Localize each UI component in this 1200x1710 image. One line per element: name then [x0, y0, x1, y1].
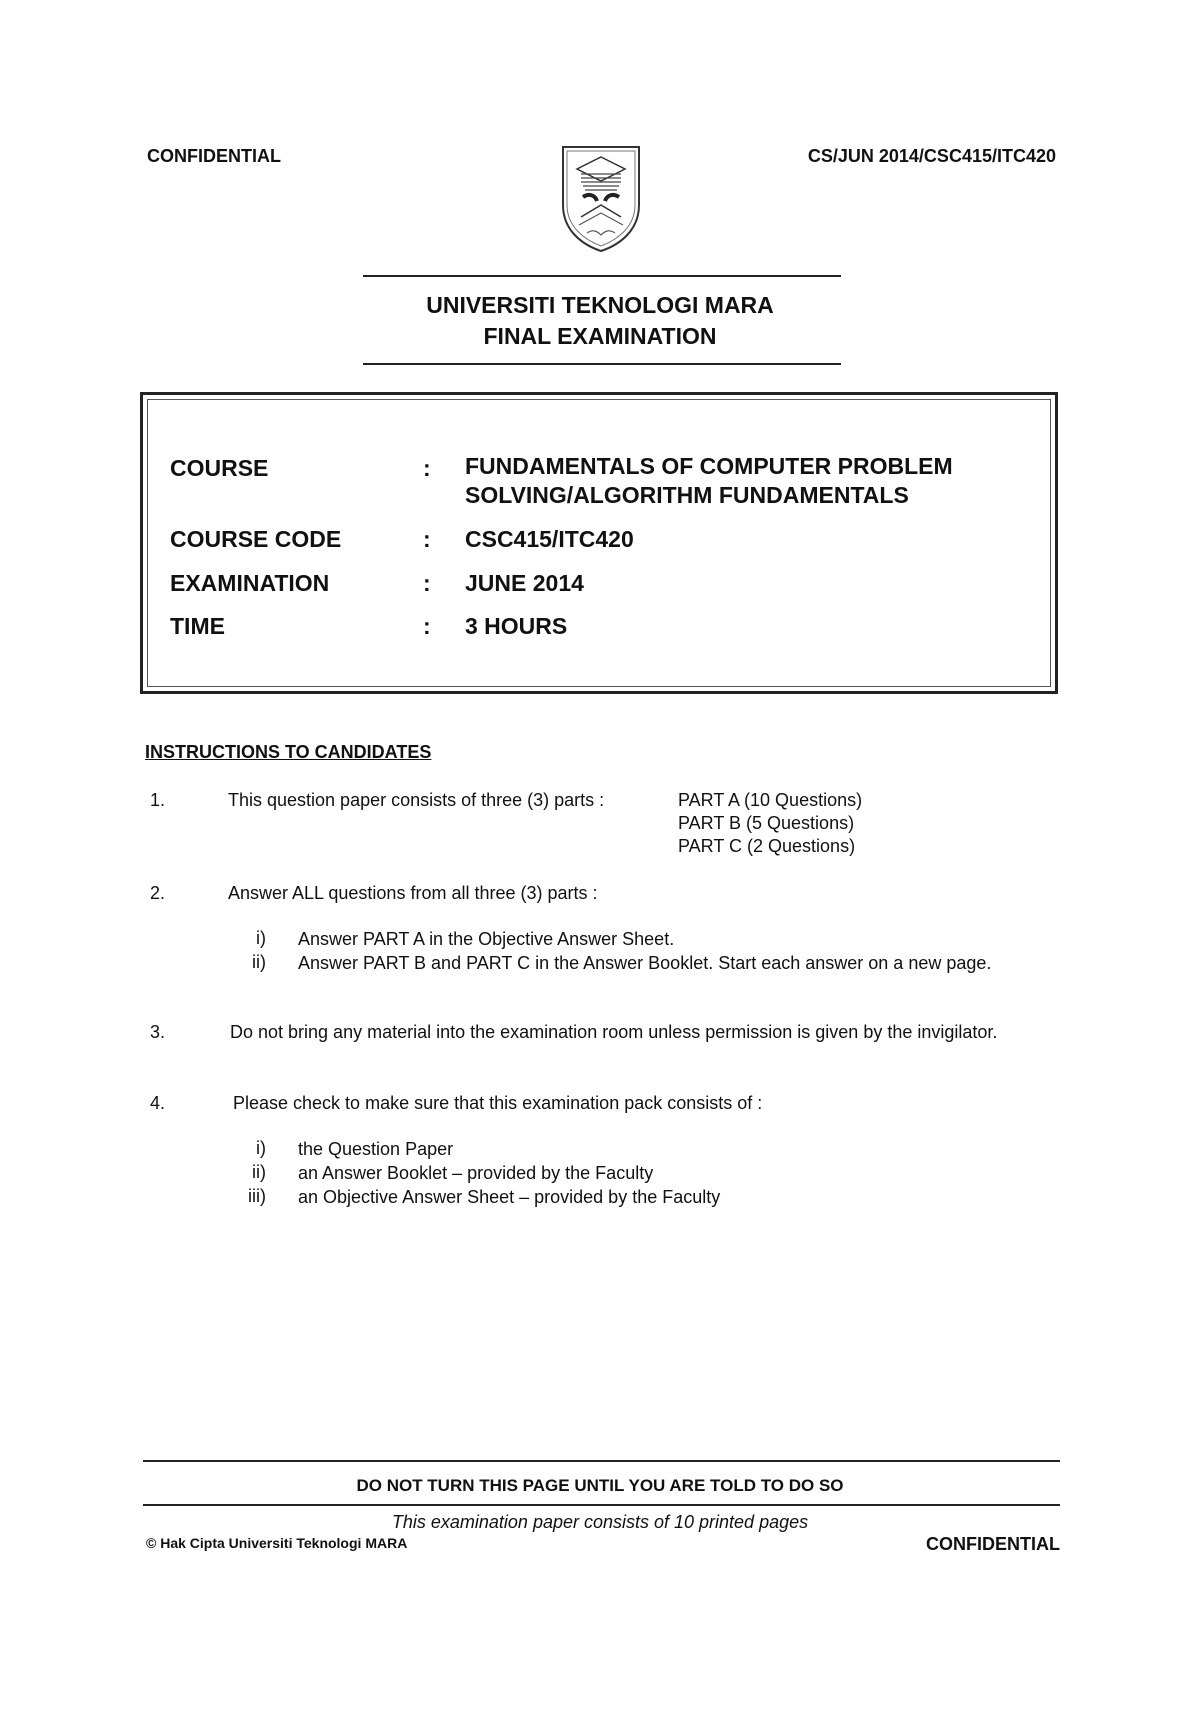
exam-title: FINAL EXAMINATION [483, 323, 717, 349]
instruction-2-sub-2-number: ii) [252, 952, 266, 972]
instruction-4-sub-1-text: the Question Paper [298, 1139, 454, 1159]
instruction-4-number: 4. [150, 1093, 166, 1113]
course-label: COURSE [170, 455, 269, 481]
time-label: TIME [170, 613, 225, 639]
instructions-heading: INSTRUCTIONS TO CANDIDATES [145, 742, 432, 762]
instruction-1-number: 1. [150, 790, 166, 810]
course-code-colon: : [423, 526, 431, 552]
title-top-rule [363, 275, 841, 277]
course-value-line2: SOLVING/ALGORITHM FUNDAMENTALS [465, 482, 909, 508]
examination-colon: : [423, 570, 431, 596]
course-colon: : [423, 455, 431, 481]
instruction-4-sub-3-number: iii) [248, 1186, 266, 1206]
page-count-note: This examination paper consists of 10 printed pages [391, 1512, 809, 1532]
instruction-4-sub-3-text: an Objective Answer Sheet – provided by the Faculty [298, 1187, 721, 1207]
footer-confidential: CONFIDENTIAL [926, 1534, 1060, 1554]
footer-top-rule [143, 1460, 1060, 1462]
instruction-4-text: Please check to make sure that this examination pack consists of : [233, 1093, 763, 1113]
do-not-turn-warning: DO NOT TURN THIS PAGE UNTIL YOU ARE TOLD TO DO SO [356, 1476, 844, 1495]
course-code-label: COURSE CODE [170, 526, 342, 552]
time-colon: : [423, 613, 431, 639]
time-value: 3 HOURS [465, 613, 568, 639]
title-bottom-rule [363, 363, 841, 365]
examination-value: JUNE 2014 [465, 570, 584, 596]
university-crest-icon [559, 143, 643, 253]
part-b-count: PART B (5 Questions) [678, 813, 855, 833]
instruction-3-number: 3. [150, 1022, 166, 1042]
university-name: UNIVERSITI TEKNOLOGI MARA [426, 292, 774, 318]
instruction-4-sub-1-number: i) [256, 1138, 266, 1158]
course-value-line1: FUNDAMENTALS OF COMPUTER PROBLEM [465, 453, 953, 479]
instruction-2-sub-1-text: Answer PART A in the Objective Answer Sheet. [298, 929, 675, 949]
instruction-3-text: Do not bring any material into the examination room unless permission is given by the invigilator. [230, 1022, 998, 1042]
header-course-code: CS/JUN 2014/CSC415/ITC420 [807, 146, 1056, 166]
part-a-count: PART A (10 Questions) [678, 790, 863, 810]
course-code-value: CSC415/ITC420 [465, 526, 634, 552]
instruction-1-text: This question paper consists of three (3) parts : [228, 790, 605, 810]
examination-label: EXAMINATION [170, 570, 330, 596]
copyright-notice: © Hak Cipta Universiti Teknologi MARA [146, 1535, 408, 1551]
instruction-2-text: Answer ALL questions from all three (3) parts : [228, 883, 598, 903]
instruction-2-number: 2. [150, 883, 166, 903]
part-c-count: PART C (2 Questions) [678, 836, 856, 856]
header-confidential: CONFIDENTIAL [147, 146, 281, 166]
instruction-4-sub-2-number: ii) [252, 1162, 266, 1182]
instruction-4-sub-2-text: an Answer Booklet – provided by the Faculty [298, 1163, 654, 1183]
instruction-2-sub-2-text: Answer PART B and PART C in the Answer Booklet. Start each answer on a new page. [298, 953, 992, 973]
footer-bottom-rule [143, 1504, 1060, 1506]
instruction-2-sub-1-number: i) [256, 928, 266, 948]
